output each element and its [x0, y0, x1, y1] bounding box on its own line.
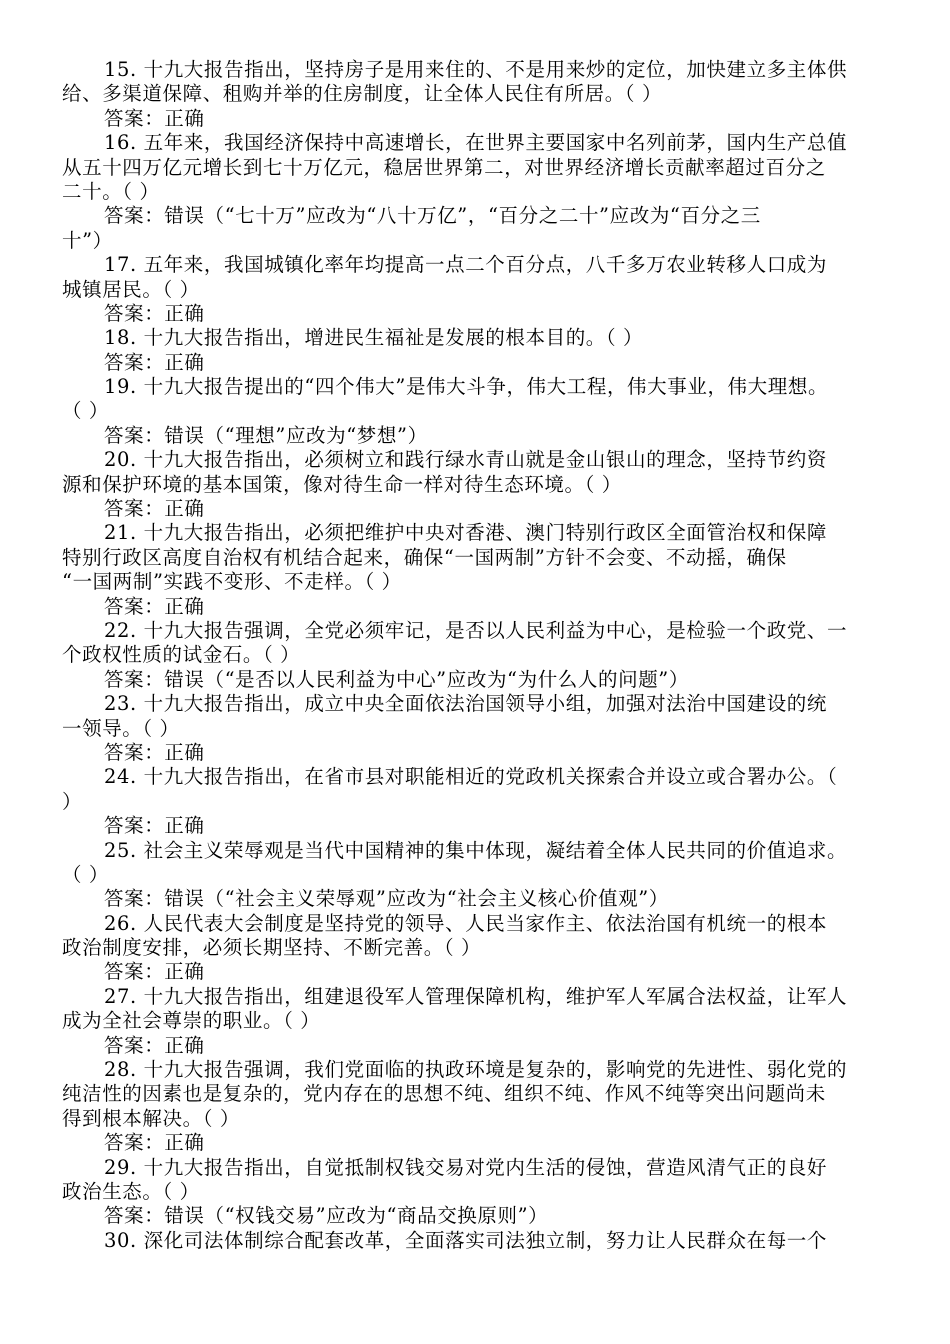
- text-line: 答案：错误（“七十万”应改为“八十万亿”，“百分之二十”应改为“百分之三: [104, 204, 761, 228]
- text-line: 17. 五年来，我国城镇化率年均提高一点二个百分点，八千多万农业转移人口成为: [104, 253, 828, 277]
- text-line: 纯洁性的因素也是复杂的，党内存在的思想不纯、组织不纯、作风不纯等突出问题尚未: [62, 1082, 826, 1106]
- text-line: （ ）: [62, 862, 109, 886]
- text-line: 答案：正确: [104, 350, 205, 374]
- text-line: 成为全社会尊崇的职业。（ ）: [62, 1009, 321, 1033]
- text-line: 答案：正确: [104, 594, 205, 618]
- text-line: 19. 十九大报告提出的“四个伟大”是伟大斗争，伟大工程，伟大事业，伟大理想。: [104, 375, 829, 399]
- text-line: （ ）: [62, 399, 109, 423]
- text-line: 特别行政区高度自治权有机结合起来，确保“一国两制”方针不会变、不动摇，确保: [62, 545, 787, 569]
- text-line: 源和保护环境的基本国策，像对待生命一样对待生态环境。（ ）: [62, 472, 622, 496]
- text-line: 个政权性质的试金石。（ ）: [62, 643, 301, 667]
- text-line: 答案：错误（“社会主义荣辱观”应改为“社会主义核心价值观”）: [104, 887, 669, 911]
- text-line: ）: [62, 789, 83, 813]
- text-line: 24. 十九大报告指出，在省市县对职能相近的党政机关探索合并设立或合署办公。（: [104, 765, 838, 789]
- text-line: 28. 十九大报告强调，我们党面临的执政环境是复杂的，影响党的先进性、弱化党的: [104, 1058, 848, 1082]
- text-line: 18. 十九大报告指出，增进民生福祉是发展的根本目的。（ ）: [104, 326, 644, 350]
- text-line: 22. 十九大报告强调，全党必须牢记，是否以人民利益为中心，是检验一个政党、一: [104, 618, 848, 642]
- text-line: “一国两制”实践不变形、不走样。（ ）: [62, 570, 402, 594]
- text-line: 27. 十九大报告指出，组建退役军人管理保障机构，维护军人军属合法权益，让军人: [104, 984, 848, 1008]
- text-line: 答案：正确: [104, 960, 205, 984]
- text-line: 一领导。（ ）: [62, 716, 180, 740]
- text-line: 答案：错误（“是否以人民利益为中心”应改为“为什么人的问题”）: [104, 667, 689, 691]
- text-line: 从五十四万亿元增长到七十万亿元，稳居世界第二，对世界经济增长贡献率超过百分之: [62, 155, 826, 179]
- text-line: 城镇居民。（ ）: [62, 277, 200, 301]
- text-line: 给、多渠道保障、租购并举的住房制度，让全体人民住有所居。（ ）: [62, 82, 663, 106]
- text-line: 21. 十九大报告指出，必须把维护中央对香港、澳门特别行政区全面管治权和保障: [104, 521, 828, 545]
- text-line: 答案：错误（“权钱交易”应改为“商品交换原则”）: [104, 1204, 549, 1228]
- text-line: 15. 十九大报告指出，坚持房子是用来住的、不是用来炒的定位，加快建立多主体供: [104, 58, 848, 81]
- text-line: 答案：正确: [104, 497, 205, 521]
- text-line: 16. 五年来，我国经济保持中高速增长，在世界主要国家中名列前茅，国内生产总值: [104, 131, 848, 155]
- text-line: 26. 人民代表大会制度是坚持党的领导、人民当家作主、依法治国有机统一的根本: [104, 911, 828, 935]
- text-line: 得到根本解决。（ ）: [62, 1106, 240, 1130]
- text-line: 政治制度安排，必须长期坚持、不断完善。（ ）: [62, 936, 482, 960]
- text-line: 30. 深化司法体制综合配套改革，全面落实司法独立制，努力让人民群众在每一个: [104, 1228, 828, 1252]
- text-line: 25. 社会主义荣辱观是当代中国精神的集中体现，凝结着全体人民共同的价值追求。: [104, 838, 848, 862]
- text-line: 答案：正确: [104, 814, 205, 838]
- text-line: 二十。（ ）: [62, 179, 160, 203]
- text-line: 29. 十九大报告指出，自觉抵制权钱交易对党内生活的侵蚀，营造风清气正的良好: [104, 1155, 828, 1179]
- text-line: 20. 十九大报告指出，必须树立和践行绿水青山就是金山银山的理念，坚持节约资: [104, 448, 828, 472]
- text-line: 答案：正确: [104, 1131, 205, 1155]
- text-line: 答案：正确: [104, 106, 205, 130]
- text-line: 政治生态。（ ）: [62, 1179, 200, 1203]
- document-page: [62, 58, 892, 1253]
- text-line: 答案：正确: [104, 740, 205, 764]
- text-line: 答案：正确: [104, 1033, 205, 1057]
- text-line: 答案：正确: [104, 301, 205, 325]
- text-line: 答案：错误（“理想”应改为“梦想”）: [104, 423, 428, 447]
- text-line: 23. 十九大报告指出，成立中央全面依法治国领导小组，加强对法治中国建设的统: [104, 692, 828, 716]
- text-line: 十”）: [62, 228, 113, 252]
